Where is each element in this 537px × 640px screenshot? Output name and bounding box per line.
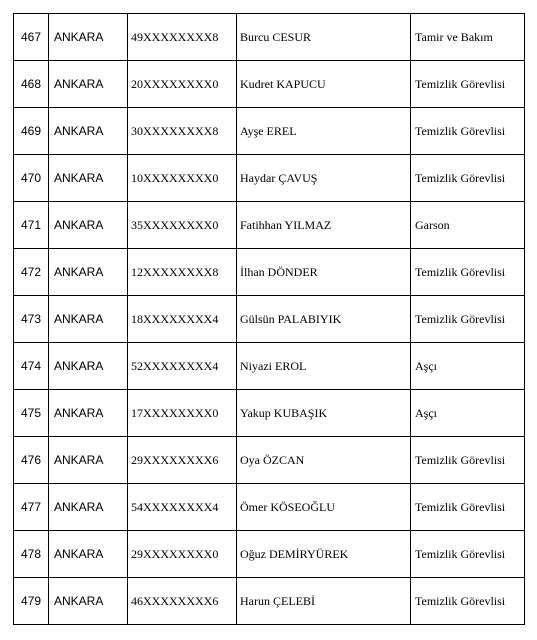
row-number: 478 (14, 531, 49, 578)
city-cell: ANKARA (49, 61, 128, 108)
row-number: 474 (14, 343, 49, 390)
table-row (14, 343, 525, 390)
job-title-cell: Temizlik Görevlisi (411, 484, 525, 531)
city-cell: ANKARA (49, 578, 128, 625)
id-number-cell: 10XXXXXXXX0 (128, 155, 237, 202)
table-row (14, 531, 525, 578)
table-row (14, 437, 525, 484)
row-number: 472 (14, 249, 49, 296)
id-number-cell: 29XXXXXXXX6 (128, 437, 237, 484)
person-name-cell: Ömer KÖSEOĞLU (237, 484, 411, 531)
job-title-cell: Temizlik Görevlisi (411, 437, 525, 484)
id-number-cell: 12XXXXXXXX8 (128, 249, 237, 296)
id-number-cell: 52XXXXXXXX4 (128, 343, 237, 390)
city-cell: ANKARA (49, 155, 128, 202)
city-cell: ANKARA (49, 296, 128, 343)
job-title-cell: Temizlik Görevlisi (411, 155, 525, 202)
table-row (14, 155, 525, 202)
city-cell: ANKARA (49, 390, 128, 437)
person-name-cell: Haydar ÇAVUŞ (237, 155, 411, 202)
table-row (14, 484, 525, 531)
person-name-cell: Oya ÖZCAN (237, 437, 411, 484)
job-title-cell: Aşçı (411, 343, 525, 390)
job-title-cell: Temizlik Görevlisi (411, 61, 525, 108)
city-cell: ANKARA (49, 484, 128, 531)
table-row (14, 14, 525, 61)
city-cell: ANKARA (49, 531, 128, 578)
table-row (14, 61, 525, 108)
row-number: 477 (14, 484, 49, 531)
person-name-cell: Fatihhan YILMAZ (237, 202, 411, 249)
person-name-cell: Kudret KAPUCU (237, 61, 411, 108)
table-row (14, 296, 525, 343)
job-title-cell: Tamir ve Bakım (411, 14, 525, 61)
person-name-cell: Gülsün PALABIYIK (237, 296, 411, 343)
table-body (14, 14, 525, 625)
table-row (14, 578, 525, 625)
id-number-cell: 46XXXXXXXX6 (128, 578, 237, 625)
id-number-cell: 17XXXXXXXX0 (128, 390, 237, 437)
id-number-cell: 29XXXXXXXX0 (128, 531, 237, 578)
row-number: 479 (14, 578, 49, 625)
row-number: 470 (14, 155, 49, 202)
person-name-cell: Niyazi EROL (237, 343, 411, 390)
table-row (14, 202, 525, 249)
row-number: 473 (14, 296, 49, 343)
job-title-cell: Temizlik Görevlisi (411, 108, 525, 155)
row-number: 468 (14, 61, 49, 108)
person-name-cell: İlhan DÖNDER (237, 249, 411, 296)
job-title-cell: Temizlik Görevlisi (411, 296, 525, 343)
table-row (14, 108, 525, 155)
id-number-cell: 30XXXXXXXX8 (128, 108, 237, 155)
row-number: 469 (14, 108, 49, 155)
row-number: 475 (14, 390, 49, 437)
personnel-table (13, 13, 525, 625)
city-cell: ANKARA (49, 437, 128, 484)
job-title-cell: Temizlik Görevlisi (411, 249, 525, 296)
job-title-cell: Aşçı (411, 390, 525, 437)
row-number: 476 (14, 437, 49, 484)
id-number-cell: 18XXXXXXXX4 (128, 296, 237, 343)
id-number-cell: 35XXXXXXXX0 (128, 202, 237, 249)
id-number-cell: 54XXXXXXXX4 (128, 484, 237, 531)
id-number-cell: 49XXXXXXXX8 (128, 14, 237, 61)
person-name-cell: Ayşe EREL (237, 108, 411, 155)
table-row (14, 390, 525, 437)
row-number: 467 (14, 14, 49, 61)
city-cell: ANKARA (49, 249, 128, 296)
city-cell: ANKARA (49, 14, 128, 61)
row-number: 471 (14, 202, 49, 249)
person-name-cell: Harun ÇELEBİ (237, 578, 411, 625)
job-title-cell: Temizlik Görevlisi (411, 531, 525, 578)
job-title-cell: Garson (411, 202, 525, 249)
city-cell: ANKARA (49, 343, 128, 390)
table-row (14, 249, 525, 296)
city-cell: ANKARA (49, 108, 128, 155)
person-name-cell: Yakup KUBAŞIK (237, 390, 411, 437)
person-name-cell: Burcu CESUR (237, 14, 411, 61)
city-cell: ANKARA (49, 202, 128, 249)
id-number-cell: 20XXXXXXXX0 (128, 61, 237, 108)
job-title-cell: Temizlik Görevlisi (411, 578, 525, 625)
person-name-cell: Oğuz DEMİRYÜREK (237, 531, 411, 578)
